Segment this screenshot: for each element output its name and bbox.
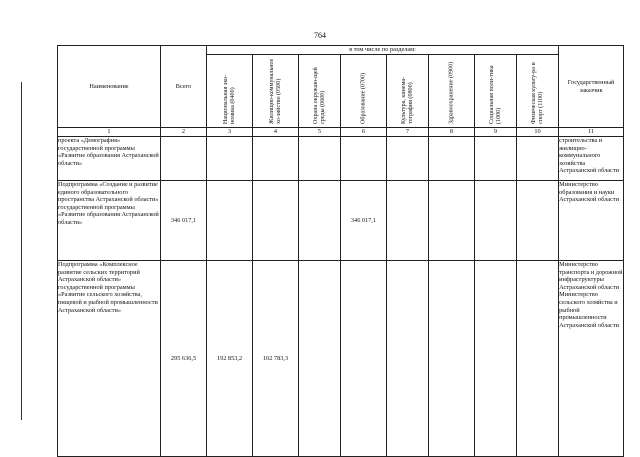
header-name: Наименование (58, 46, 161, 128)
row-value-1100 (517, 261, 559, 457)
row-value-1000 (475, 137, 517, 181)
row-value-0500 (253, 137, 299, 181)
row-total: 346 017,1 (161, 181, 207, 261)
row-value-0800 (387, 137, 429, 181)
header-section-0500: Жилищно-коммунальное хо-зяйство (0500) (253, 55, 299, 128)
row-value-0500: 102 783,3 (253, 261, 299, 457)
row-value-0700: 346 017,1 (341, 181, 387, 261)
row-name: Подпрограмма «Создание и развитие единого образовательного пространства Астраханской области» государственной программы «Развитие образования Астраханской области» (58, 181, 161, 261)
column-number: 4 (253, 128, 299, 137)
column-number: 3 (207, 128, 253, 137)
budget-table (57, 45, 624, 457)
row-value-0800 (387, 261, 429, 457)
row-customer: Министерство транспорта и дорожной инфраструктуры Астраханской области Министерство сельского хозяйства и рыбной промышленности Астраханской области (559, 261, 624, 457)
column-number: 2 (161, 128, 207, 137)
column-number-row (58, 128, 624, 137)
margin-line (21, 82, 22, 420)
row-value-0400: 192 853,2 (207, 261, 253, 457)
row-value-0700 (341, 137, 387, 181)
header-section-0800: Культура, кинема-тография (0800) (387, 55, 429, 128)
header-section-1000: Социальная поли-тика (1000) (475, 55, 517, 128)
header-section-0900: Здравоохранение (0900) (429, 55, 475, 128)
row-value-0900 (429, 261, 475, 457)
row-total: 295 636,5 (161, 261, 207, 457)
row-value-0500 (253, 181, 299, 261)
row-value-0600 (299, 261, 341, 457)
column-number: 5 (299, 128, 341, 137)
row-value-0900 (429, 137, 475, 181)
row-value-1100 (517, 137, 559, 181)
row-value-0700 (341, 261, 387, 457)
row-name: проекта «Демография» государственной программы «Развитие образования Астраханской области» (58, 137, 161, 181)
row-value-0800 (387, 181, 429, 261)
header-section-0600: Охрана окружаю-щей среды (0600) (299, 55, 341, 128)
row-customer: строительства и жилищно-коммунального хозяйства Астраханской области (559, 137, 624, 181)
header-customer: Государственный заказчик (559, 46, 624, 128)
table-row (58, 137, 624, 181)
table-row (58, 261, 624, 457)
page-number: 764 (314, 31, 326, 40)
column-number: 10 (517, 128, 559, 137)
row-value-0400 (207, 137, 253, 181)
header-section-1100: Физическая культу-ра и спорт (1100) (517, 55, 559, 128)
row-customer: Министерство образования и науки Астраханской области (559, 181, 624, 261)
column-number: 8 (429, 128, 475, 137)
column-number: 9 (475, 128, 517, 137)
row-value-0600 (299, 137, 341, 181)
row-name: Подпрограмма «Комплексное развитие сельских территорий Астраханской области» государственной программы «Развитие сельского хозяйства, пищевой и рыбной промышленности Астраханской области» (58, 261, 161, 457)
row-value-1000 (475, 261, 517, 457)
row-value-0400 (207, 181, 253, 261)
column-number: 6 (341, 128, 387, 137)
row-value-1100 (517, 181, 559, 261)
row-value-0600 (299, 181, 341, 261)
header-section-0700: Образование (0700) (341, 55, 387, 128)
row-value-1000 (475, 181, 517, 261)
column-number: 1 (58, 128, 161, 137)
row-value-0900 (429, 181, 475, 261)
header-group: в том числе по разделам: (207, 46, 559, 55)
column-number: 7 (387, 128, 429, 137)
row-total (161, 137, 207, 181)
table-row (58, 181, 624, 261)
header-section-0400: Национальная эко-номика (0400) (207, 55, 253, 128)
column-number: 11 (559, 128, 624, 137)
header-total: Всего (161, 46, 207, 128)
